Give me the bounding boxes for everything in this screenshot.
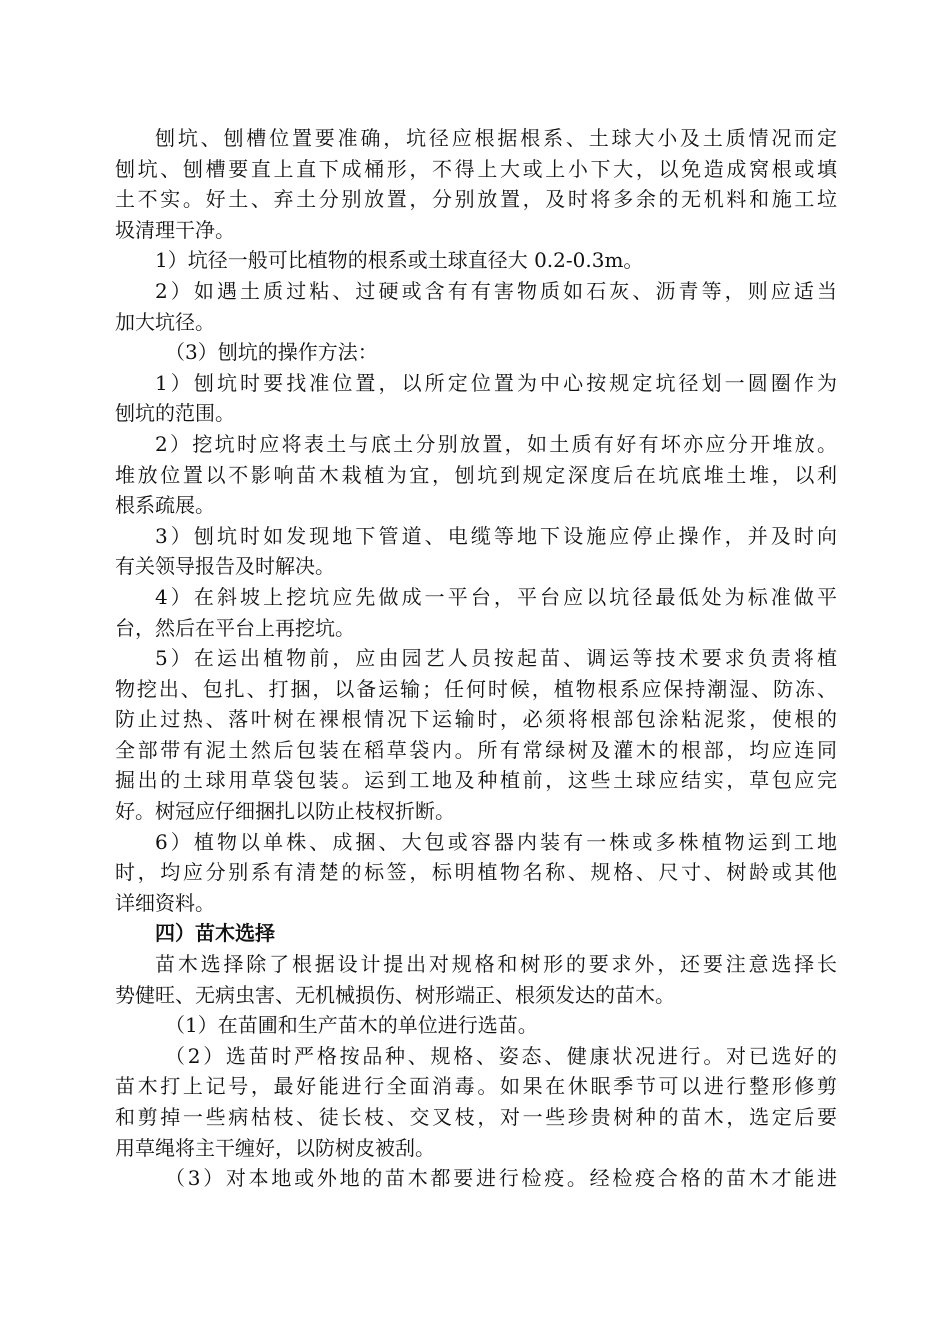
list-item-line: 根系疏展。 [115,493,215,518]
list-item-line: 苗木打上记号，最好能进行全面消毒。如果在休眠季节可以进行整形修剪 [115,1074,837,1099]
list-item-line: 物挖出、包扎、打捆，以备运输；任何时候，植物根系应保持潮湿、防冻、 [115,676,837,701]
paragraph-line: 圾清理干净。 [115,217,235,242]
list-item-line: 3）刨坑时如发现地下管道、电缆等地下设施应停止操作，并及时向 [155,523,837,548]
list-item-line: 好。树冠应仔细捆扎以防止枝杈折断。 [115,799,455,824]
list-item-line: 6）植物以单株、成捆、大包或容器内装有一株或多株植物运到工地 [155,829,837,854]
list-item-line: 和剪掉一些病枯枝、徒长枝、交叉枝，对一些珍贵树种的苗木，选定后要 [115,1105,837,1129]
paragraph-line: 刨坑、刨槽位置要准确，坑径应根据根系、土球大小及土质情况而定 [155,126,837,150]
list-item-line: 全部带有泥土然后包装在稻草袋内。所有常绿树及灌木的根部，均应连同 [115,737,837,762]
list-item-line: 堆放位置以不影响苗木栽植为宜，刨坑到规定深度后在坑底堆土堆，以利 [115,462,837,487]
list-item-line: 4）在斜坡上挖坑应先做成一平台，平台应以坑径最低处为标准做平 [155,584,837,609]
list-item-line: 5）在运出植物前，应由园艺人员按起苗、调运等技术要求负责将植 [155,646,837,671]
section-heading: 四）苗木选择 [155,921,275,946]
list-item-line: 台，然后在平台上再挖坑。 [115,615,355,640]
list-item-line: 时，均应分别系有清楚的标签，标明植物名称、规格、尺寸、树龄或其他 [115,860,837,885]
list-item-line: 有关领导报告及时解决。 [115,554,335,579]
paragraph-line: 苗木选择除了根据设计提出对规格和树形的要求外，还要注意选择长 [155,952,837,977]
list-item-line: 用草绳将主干缠好，以防树皮被刮。 [115,1135,435,1160]
list-item-line: 1）坑径一般可比植物的根系或土球直径大 0.2-0.3m。 [155,248,644,273]
list-item-line: 掘出的土球用草袋包装。运到工地及种植前，这些土球应结实，草包应完 [115,768,837,793]
paragraph-line: 刨坑、刨槽要直上直下成桶形，不得上大或上小下大，以免造成窝根或填 [115,156,837,181]
list-item-line: （3）对本地或外地的苗木都要进行检疫。经检疫合格的苗木才能进 [165,1166,837,1191]
list-item-line: 防止过热、落叶树在裸根情况下运输时，必须将根部包涂粘泥浆，使根的 [115,707,837,732]
list-item-line: （1）在苗圃和生产苗木的单位进行选苗。 [165,1013,538,1038]
list-item-line: 2）如遇土质过粘、过硬或含有有害物质如石灰、沥青等，则应适当 [155,278,837,303]
list-item-line: 详细资料。 [115,890,215,915]
paragraph-line: 势健旺、无病虫害、无机械损伤、树形端正、根须发达的苗木。 [115,982,675,1007]
list-item-line: 1）刨坑时要找准位置，以所定位置为中心按规定坑径划一圆圈作为 [155,370,837,395]
list-item-line: 加大坑径。 [115,309,215,334]
subsection-heading: （3）刨坑的操作方法： [165,340,378,365]
list-item-line: 2）挖坑时应将表土与底土分别放置，如土质有好有坏亦应分开堆放。 [155,431,837,456]
list-item-line: 刨坑的范围。 [115,401,235,426]
paragraph-line: 土不实。好土、弃土分别放置，分别放置，及时将多余的无机料和施工垃 [115,187,837,212]
list-item-line: （2）选苗时严格按品种、规格、姿态、健康状况进行。对已选好的 [165,1043,837,1068]
document-page [115,123,837,1194]
